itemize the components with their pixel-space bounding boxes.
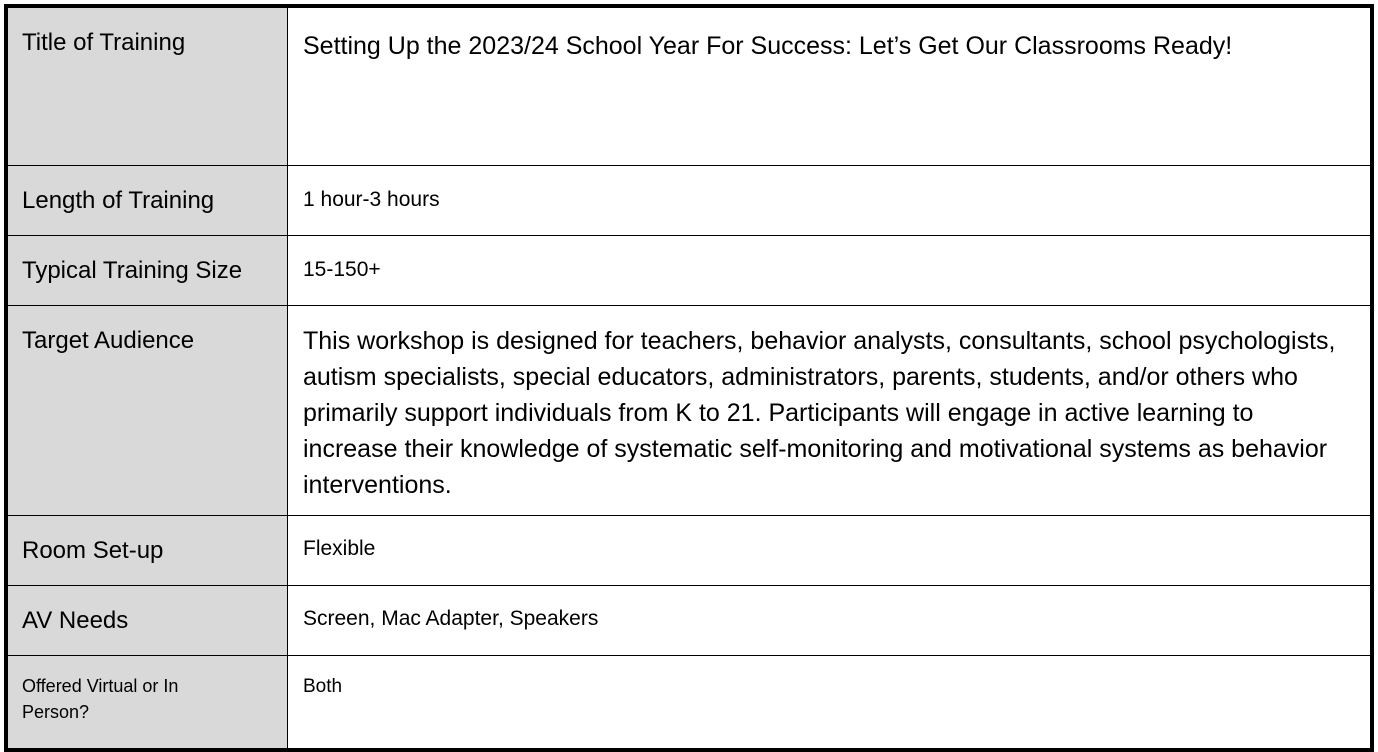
row-label-title: Title of Training: [8, 8, 288, 165]
table-row-length: [8, 166, 1370, 236]
row-label-av-needs: AV Needs: [8, 586, 288, 655]
training-info-table: [4, 4, 1374, 752]
table-row-av-needs: [8, 586, 1370, 656]
row-label-audience: Target Audience: [8, 306, 288, 515]
row-label-size: Typical Training Size: [8, 236, 288, 305]
row-value-av-needs: Screen, Mac Adapter, Speakers: [303, 607, 599, 630]
table-row-offered: [8, 656, 1370, 748]
row-label-length: Length of Training: [8, 166, 288, 235]
table-row-audience: [8, 306, 1370, 516]
row-label-offered: Offered Virtual or In Person?: [8, 656, 288, 748]
row-value-offered: Both: [303, 676, 343, 697]
row-value-room-setup: Flexible: [303, 537, 376, 560]
row-value-audience: This workshop is designed for teachers, behavior analysts, consultants, school psychologists, autism specialists, special educators, administrators, parents, students, and/or others who primarily support individuals from K to 21. Participants will engage in active learning to increase their knowledge of systematic self-monitoring and motivational systems as behavior interventions.: [303, 327, 1336, 499]
row-value-title: Setting Up the 2023/24 School Year For Success: Let’s Get Our Classrooms Ready!: [303, 32, 1233, 60]
row-label-room-setup: Room Set-up: [8, 516, 288, 585]
table-row-size: [8, 236, 1370, 306]
table-row-title: [8, 8, 1370, 166]
row-value-length: 1 hour-3 hours: [303, 188, 440, 211]
table-row-room-setup: [8, 516, 1370, 586]
row-value-size: 15-150+: [303, 258, 381, 281]
